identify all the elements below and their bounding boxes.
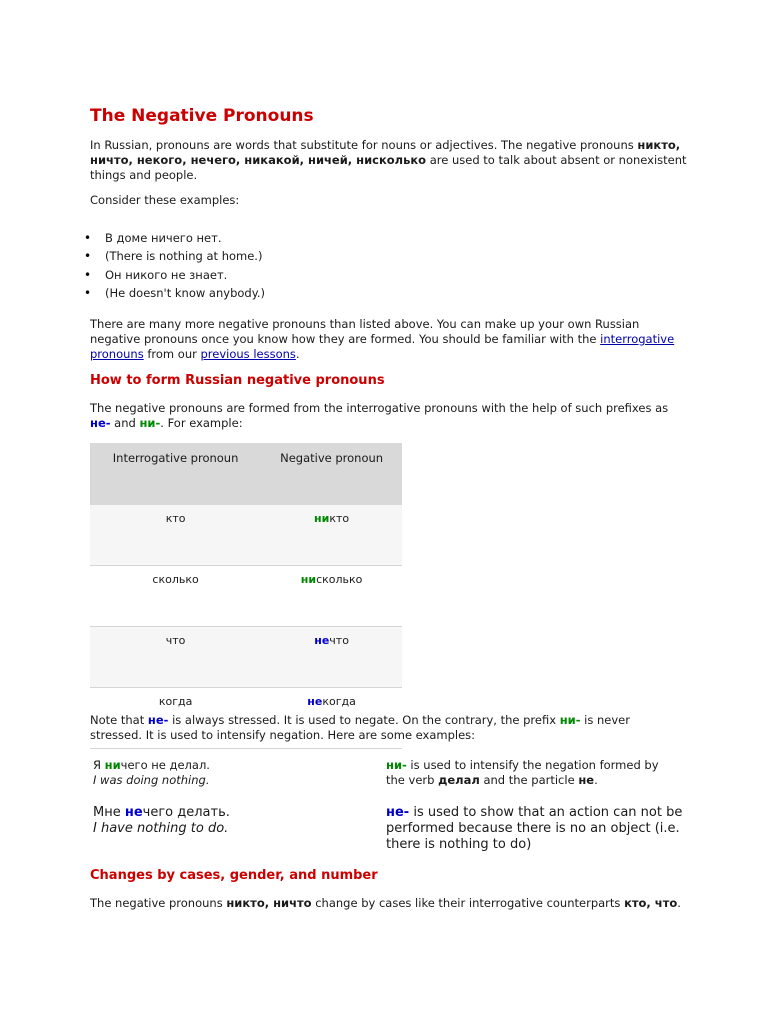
form-text: The negative pronouns are formed from the interrogative pronouns with the help of such prefixes as (90, 401, 669, 415)
changes-paragraph (90, 896, 690, 911)
header-interrogative: Interrogative pronoun (90, 443, 261, 505)
intro-paragraph (90, 138, 690, 183)
note-paragraph (90, 713, 670, 743)
list-item: • (There is nothing at home.) (84, 247, 265, 265)
cell-root: что (329, 634, 349, 647)
page-title: The Negative Pronouns (90, 106, 314, 126)
examples-list (84, 229, 265, 302)
table-row (90, 505, 402, 566)
note-prefix-ni: ни- (559, 713, 581, 727)
example1-expl-prefix: ни- (386, 758, 407, 772)
intro-bold-pronouns: ничто, некого, нечего, никакой, ничей, нисколько (90, 153, 427, 167)
cell-root: сколько (316, 573, 363, 586)
cell-interrogative: что (90, 627, 261, 688)
example2-ru-post: чего делать. (142, 805, 230, 820)
table-row (90, 566, 402, 627)
cell-root: кто (329, 512, 350, 525)
more-text-end: . (295, 347, 300, 361)
cell-root: когда (322, 695, 356, 708)
consider-text: Consider these examples: (90, 193, 240, 207)
example1-expl-text-mid: and the particle (479, 773, 579, 787)
prefix-ni: ни- (139, 416, 161, 430)
example2-russian (93, 805, 363, 821)
changes-text-mid: change by cases like their interrogative counterparts (311, 896, 625, 910)
example1-russian (93, 758, 363, 773)
note-text-end: is never stressed. It is used to intensify negation. Here are some examples: (90, 713, 630, 742)
example1-expl-end: . (594, 773, 598, 787)
cell-prefix: не (314, 634, 330, 647)
example2-english: I have nothing to do. (93, 821, 229, 836)
cell-negative (261, 566, 402, 627)
changes-bold-pronouns: никто, ничто (226, 896, 312, 910)
example1-expl-verb: делал (438, 773, 480, 787)
form-text-end: . For example: (160, 416, 243, 430)
example2-sentence (93, 805, 363, 837)
example2-expl-prefix: не- (386, 805, 410, 820)
changes-bold-counterparts: кто, что (624, 896, 678, 910)
cell-negative (261, 505, 402, 566)
example1-explanation (386, 758, 676, 788)
more-paragraph (90, 317, 685, 362)
intro-bold-nikto: никто, (637, 138, 681, 152)
example1-english: I was doing nothing. (93, 773, 210, 787)
section-heading-changes: Changes by cases, gender, and number (90, 868, 378, 883)
list-item: • (He doesn't know anybody.) (84, 284, 265, 302)
cell-prefix: не (307, 695, 323, 708)
example1-sentence (93, 758, 363, 788)
example1-prefix: ни (104, 758, 121, 772)
example2-ru-pre: Мне (93, 805, 125, 820)
changes-text: The negative pronouns (90, 896, 227, 910)
interrogative-pronouns-link[interactable]: interrogative pronouns (90, 332, 675, 361)
section-heading-form: How to form Russian negative pronouns (90, 373, 385, 388)
example1-ru-pre: Я (93, 758, 105, 772)
more-text-mid: from our (143, 347, 201, 361)
list-item: • В доме ничего нет. (84, 229, 265, 247)
example2-explanation (386, 805, 686, 853)
note-prefix-ne: не- (147, 713, 169, 727)
intro-text-end: are used to talk about absent or nonexistent things and people. (90, 153, 687, 182)
pronoun-table (90, 443, 402, 749)
changes-text-end: . (677, 896, 681, 910)
cell-prefix: ни (300, 573, 317, 586)
previous-lessons-link[interactable]: previous lessons (200, 347, 296, 361)
cell-interrogative: сколько (90, 566, 261, 627)
list-item: • Он никого не знает. (84, 266, 265, 284)
form-text-mid: and (110, 416, 140, 430)
table-row (90, 627, 402, 688)
more-text: There are many more negative pronouns than listed above. You can make up your own Russian negative pronouns once you know how they are formed. You should be familiar with the (90, 317, 640, 346)
form-paragraph (90, 401, 670, 431)
header-negative: Negative pronoun (261, 443, 402, 505)
example1-expl-particle: не (578, 773, 595, 787)
intro-text: In Russian, pronouns are words that substitute for nouns or adjectives. The negative pronouns (90, 138, 638, 152)
example2-prefix: не (124, 805, 143, 820)
cell-prefix: ни (314, 512, 330, 525)
table-header-row (90, 443, 402, 505)
example2-expl-text: is used to show that an action can not be performed because there is no an object (i.e. there is nothing to do) (386, 805, 683, 852)
cell-negative (261, 627, 402, 688)
note-text: Note that (90, 713, 148, 727)
cell-interrogative: кто (90, 505, 261, 566)
example1-ru-post: чего не делал. (120, 758, 210, 772)
note-text-mid: is always stressed. It is used to negate. On the contrary, the prefix (168, 713, 560, 727)
example1-expl-text: is used to intensify the negation formed by the verb (386, 758, 659, 787)
cell-interrogative: когда (90, 688, 261, 749)
prefix-ne: не- (90, 416, 111, 430)
